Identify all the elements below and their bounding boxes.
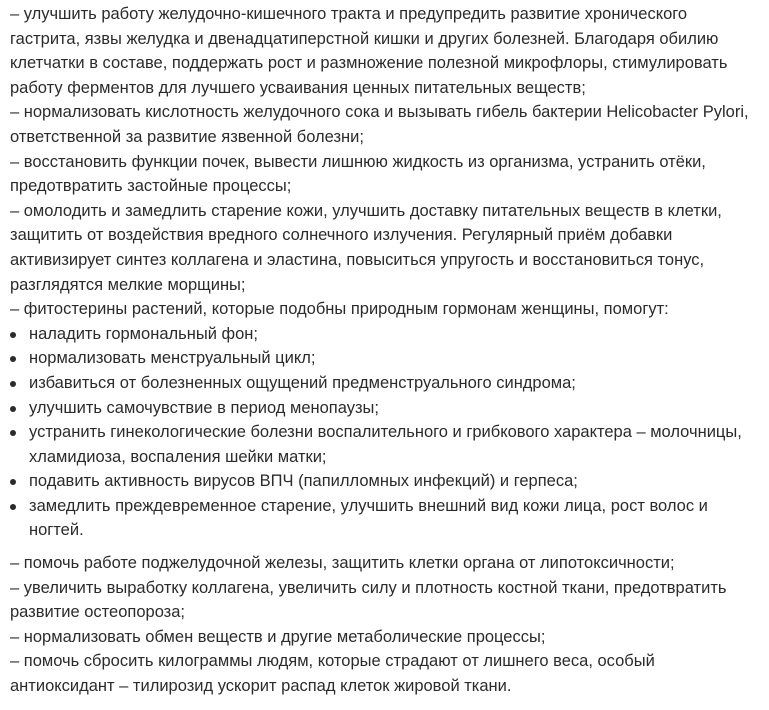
list-item xyxy=(10,346,759,371)
bullet-icon xyxy=(10,504,16,510)
paragraph-gastro: – улучшить работу желудочно-кишечного тракта и предупредить развитие хронического гастрита, язвы желудка и двенадцатиперстной кишки и других болезней. Благодаря обилию клетчатки в составе, поддержать рост и размножение полезной микрофлоры, стимулировать работу ферментов для лучшего усваивания ценных питательных веществ; xyxy=(10,5,728,97)
bullet-icon xyxy=(10,406,16,412)
paragraph-pancreas: – помочь работе поджелудочной железы, защитить клетки органа от липотоксичности; xyxy=(10,554,675,573)
bullet-icon xyxy=(10,381,16,387)
list-item-text: устранить гинекологические болезни воспалительного и грибкового характера – молочницы, хламидиоза, воспаления шейки матки; xyxy=(29,423,742,466)
paragraph-kidneys: – восстановить функции почек, вывести лишнюю жидкость из организма, устранить отёки, предотвратить застойные процессы; xyxy=(10,152,706,196)
list-item-text: нормализовать менструальный цикл; xyxy=(29,349,316,368)
list-item-text: наладить гормональный фон; xyxy=(29,324,258,343)
bullet-icon xyxy=(10,430,16,436)
paragraph-phytosterols: – фитостерины растений, которые подобны природным гормонам женщины, помогут: xyxy=(10,300,669,319)
phytosterol-benefits-list xyxy=(10,322,759,543)
list-item-text: избавиться от болезненных ощущений предменструального синдрома; xyxy=(29,373,576,392)
paragraph-collagen: – увеличить выработку коллагена, увеличить силу и плотность костной ткани, предотвратить развитие остеопороза; xyxy=(10,578,727,622)
spacer xyxy=(10,543,759,551)
paragraph-metabolism: – нормализовать обмен веществ и другие метаболические процессы; xyxy=(10,627,546,646)
bullet-icon xyxy=(10,332,16,338)
bullet-icon xyxy=(10,479,16,485)
paragraph-acidity: – нормализовать кислотность желудочного сока и вызывать гибель бактерии Helicobacter Pylori, ответственной за развитие язвенной болезни; xyxy=(10,103,749,146)
list-item xyxy=(10,396,759,421)
list-item-text: улучшить самочувствие в период менопаузы; xyxy=(29,398,379,417)
paragraph-skin: – омолодить и замедлить старение кожи, улучшить доставку питательных веществ в клетки, защитить от воздействия вредного солнечного излучения. Регулярный приём добавки активизирует синтез коллагена и эластина, повыситься упругость и восстановиться тонус, разглядятся мелкие морщины; xyxy=(10,201,722,294)
list-item xyxy=(10,469,759,494)
list-item-text: подавить активность вирусов ВПЧ (папилломных инфекций) и герпеса; xyxy=(29,472,578,491)
paragraph-weight: – помочь сбросить килограммы людям, которые страдают от лишнего веса, особый антиоксидант – тилирозид ускорит распад клеток жировой ткани. xyxy=(10,652,655,696)
list-item xyxy=(10,420,759,469)
list-item xyxy=(10,371,759,396)
list-item xyxy=(10,494,759,543)
list-item-text: замедлить преждевременное старение, улучшить внешний вид кожи лица, рост волос и ногтей. xyxy=(29,496,708,540)
list-item xyxy=(10,322,759,347)
bullet-icon xyxy=(10,356,16,362)
